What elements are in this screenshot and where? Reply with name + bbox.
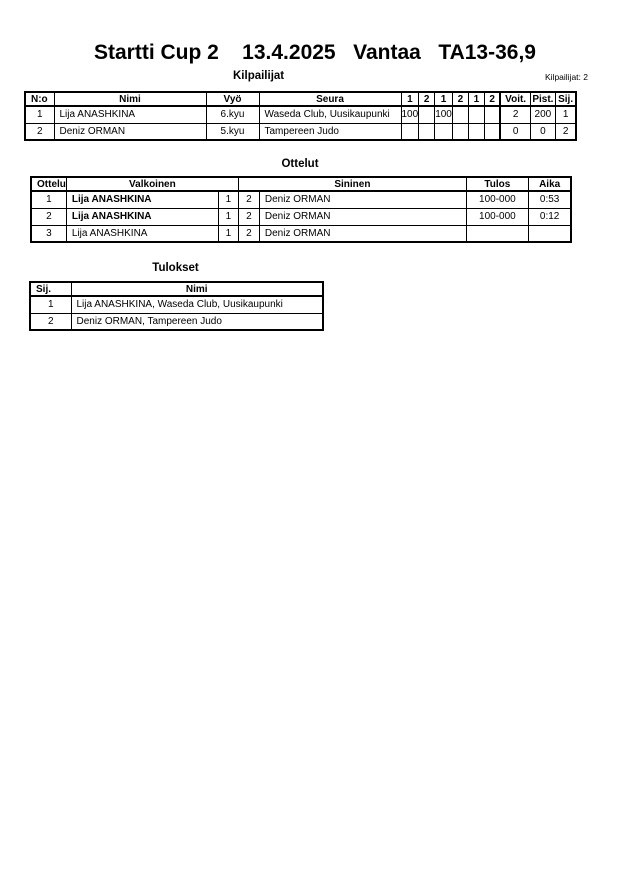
blue-competitor: Deniz ORMAN: [259, 191, 466, 208]
white-competitor-number: 1: [218, 208, 238, 225]
kilpailijat-heading: Kilpailijat: [233, 70, 285, 82]
tulokset-table: [29, 281, 324, 331]
page-title: Startti Cup 2 13.4.2025 Vantaa TA13-36,9: [94, 41, 536, 64]
col-header-nimi: Nimi: [71, 282, 323, 296]
competitor-rank: 1: [555, 106, 576, 123]
competitor-rank: 2: [555, 123, 576, 140]
blue-competitor-number: 2: [238, 208, 259, 225]
blue-competitor: Deniz ORMAN: [259, 208, 466, 225]
match-score: [468, 123, 484, 140]
ottelut-table: [30, 176, 572, 243]
col-header-sij: Sij.: [30, 282, 71, 296]
col-header-match4: 2: [452, 92, 468, 106]
match-score: [419, 106, 435, 123]
competitor-points: 0: [530, 123, 555, 140]
match-score: [468, 106, 484, 123]
col-header-aika: Aika: [528, 177, 571, 191]
competitor-row: [25, 123, 576, 140]
col-header-match1: 1: [401, 92, 419, 106]
match-score: [452, 123, 468, 140]
match-time: [528, 225, 571, 242]
ottelut-heading: Ottelut: [281, 158, 319, 170]
competitor-row: [25, 106, 576, 123]
competitor-count-label: Kilpailijat: 2: [545, 72, 588, 82]
match-score: [484, 106, 500, 123]
match-number: 3: [31, 225, 66, 242]
tulokset-header-row: [30, 282, 323, 296]
result-rank: 2: [30, 313, 71, 330]
match-row: [31, 208, 571, 225]
blue-competitor-number: 2: [238, 225, 259, 242]
result-name: Deniz ORMAN, Tampereen Judo: [71, 313, 323, 330]
competitor-club: Waseda Club, Uusikaupunki: [259, 106, 401, 123]
competitor-number: 1: [25, 106, 54, 123]
col-header-tulos: Tulos: [466, 177, 528, 191]
col-header-match6: 2: [484, 92, 500, 106]
competitor-club: Tampereen Judo: [259, 123, 401, 140]
result-row: [30, 296, 323, 313]
col-header-match2: 2: [419, 92, 435, 106]
col-header-no: N:o: [25, 92, 54, 106]
competitor-name: Lija ANASHKINA: [54, 106, 206, 123]
white-competitor: Lija ANASHKINA: [66, 191, 218, 208]
col-header-nimi: Nimi: [54, 92, 206, 106]
match-number: 2: [31, 208, 66, 225]
col-header-match3: 1: [435, 92, 453, 106]
result-row: [30, 313, 323, 330]
kilpailijat-header-row: [25, 92, 576, 106]
match-score: [419, 123, 435, 140]
col-header-ottelu: Ottelu: [31, 177, 66, 191]
white-competitor: Lija ANASHKINA: [66, 225, 218, 242]
match-score: [435, 123, 453, 140]
col-header-sininen: Sininen: [238, 177, 466, 191]
competitor-wins: 2: [500, 106, 530, 123]
result-name: Lija ANASHKINA, Waseda Club, Uusikaupunki: [71, 296, 323, 313]
match-result: 100-000: [466, 208, 528, 225]
col-header-pist: Pist.: [532, 93, 554, 105]
ottelut-header-row: [31, 177, 571, 191]
col-header-vyo: Vyö: [206, 92, 259, 106]
tulokset-heading: Tulokset: [152, 262, 199, 274]
kilpailijat-table: [24, 91, 577, 141]
competitor-points: 200: [530, 106, 555, 123]
white-competitor-number: 1: [218, 191, 238, 208]
competitor-belt: 6.kyu: [206, 106, 259, 123]
col-header-sij: Sij.: [555, 92, 576, 106]
col-header-seura: Seura: [259, 92, 401, 106]
match-row: [31, 191, 571, 208]
white-competitor: Lija ANASHKINA: [66, 208, 218, 225]
match-result: 100-000: [466, 191, 528, 208]
match-score: 100: [401, 106, 419, 123]
result-rank: 1: [30, 296, 71, 313]
competitor-wins: 0: [500, 123, 530, 140]
blue-competitor: Deniz ORMAN: [259, 225, 466, 242]
match-score: [401, 123, 419, 140]
competitor-number: 2: [25, 123, 54, 140]
competitor-name: Deniz ORMAN: [54, 123, 206, 140]
match-score: [452, 106, 468, 123]
match-number: 1: [31, 191, 66, 208]
match-time: 0:53: [528, 191, 571, 208]
white-competitor-number: 1: [218, 225, 238, 242]
col-header-voit: Voit.: [500, 92, 530, 106]
match-result: [466, 225, 528, 242]
match-score: 100: [435, 106, 453, 123]
competitor-belt: 5.kyu: [206, 123, 259, 140]
match-row: [31, 225, 571, 242]
col-header-valkoinen: Valkoinen: [66, 177, 238, 191]
match-time: 0:12: [528, 208, 571, 225]
blue-competitor-number: 2: [238, 191, 259, 208]
match-score: [484, 123, 500, 140]
col-header-match5: 1: [468, 92, 484, 106]
